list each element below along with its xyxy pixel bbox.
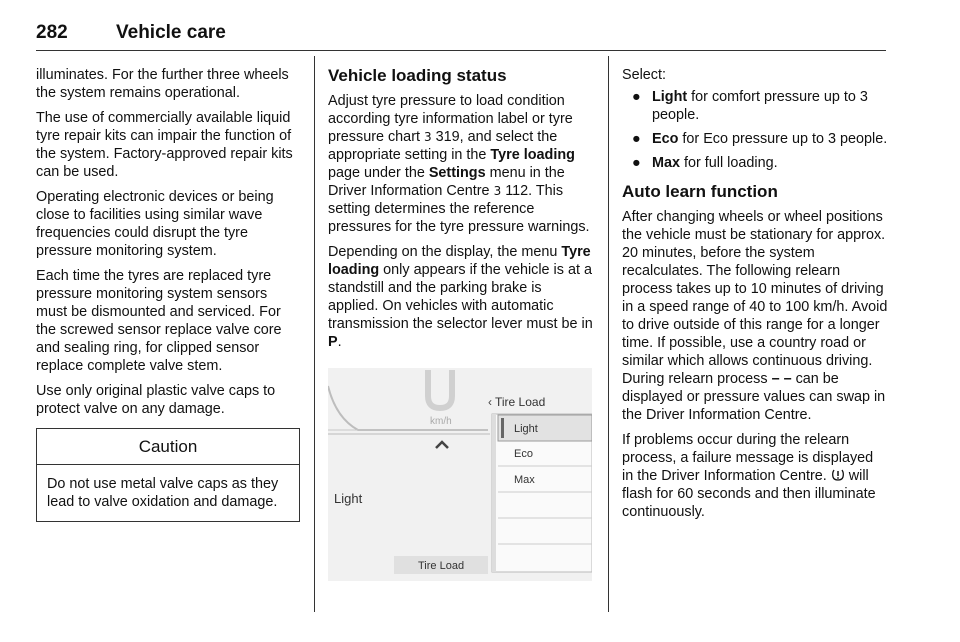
tire-load-display-illustration (328, 368, 592, 581)
paragraph: illuminates. For the further three wheels the system remains operational. (36, 67, 289, 101)
paragraph: The use of commercially available liquid tyre repair kits can impair the function of the system. Factory-approved repair kits can be used. (36, 110, 293, 180)
paragraph (622, 208, 888, 424)
paragraph (328, 243, 594, 351)
text-run: menu in the Driver Information Centre (328, 165, 565, 199)
page-header (36, 22, 886, 51)
text-run: page under the (328, 165, 429, 181)
column-divider (608, 56, 609, 612)
column-middle (328, 66, 594, 586)
page-number: 282 (36, 22, 68, 43)
caution-box (36, 428, 300, 522)
paragraph: Each time the tyres are replaced tyre pressure monitoring system sensors must be dismounted and serviced. For the screwed sensor replace valve core and sealing ring, for clipped sensor replace complete valve stem. (36, 268, 282, 374)
bullet-list (622, 88, 888, 172)
page-title: Vehicle care (116, 22, 226, 43)
option-term: Max (652, 155, 680, 171)
speed-unit: km/h (430, 416, 452, 427)
page-ref-arrow-icon: 3 (423, 130, 432, 144)
paragraph (328, 92, 594, 236)
select-label: Select: (622, 67, 666, 83)
dash-symbol: – – (771, 371, 792, 387)
text-run: 319, and select the appropriate setting in the (328, 129, 558, 163)
menu-item-eco: Eco (514, 448, 533, 460)
column-left (36, 66, 300, 522)
menu-term: Tyre loading (490, 147, 575, 163)
page-ref-arrow-icon: 3 (493, 184, 502, 198)
caution-title: Caution (37, 429, 299, 465)
paragraph: Use only original plastic valve caps to protect valve on any damage. (36, 383, 276, 417)
back-arrow-icon: ‹ (488, 395, 492, 409)
list-item (622, 88, 888, 124)
paragraph (622, 431, 888, 521)
section-heading: Auto learn function (622, 182, 778, 201)
text-run: for full loading. (680, 155, 778, 171)
menu-item-max: Max (514, 474, 535, 486)
caution-text: Do not use metal valve caps as they lead to valve oxidation and damage. (47, 476, 279, 510)
menu-back-label: Tire Load (495, 395, 546, 409)
menu-item-light: Light (514, 423, 538, 435)
menu-term: Settings (428, 165, 486, 181)
text-run: If problems occur during the relearn process, a failure message is displayed in the Driver Information Centre. (622, 432, 874, 484)
list-item (622, 130, 888, 148)
text-run: . (337, 334, 342, 350)
text-run: for comfort pressure up to 3 people. (652, 89, 868, 123)
text-run: for Eco pressure up to 3 people. (678, 131, 888, 147)
list-item (622, 154, 888, 172)
text-run: Depending on the display, the menu (328, 244, 562, 260)
footer-label: Tire Load (418, 560, 465, 572)
menu-term: Tyre loading (328, 244, 591, 278)
menu-term: P (328, 334, 338, 350)
menu-item-selected (498, 415, 592, 441)
option-term: Eco (652, 131, 679, 147)
text-run: 112. This setting determines the reference pressures for the tyre pressure warnings. (328, 183, 590, 235)
current-load-label: Light (334, 491, 363, 506)
text-run: After changing wheels or wheel positions the vehicle must be stationary for approx. 20 minutes, before the system recalculates. The following relearn process takes up to 10 minutes of driving in a speed range of 40 to 100 km/h. Avoid to drive outside of this range for a longer time. If possible, use a country road or similar which allows continuous driving. During relearn process (622, 209, 888, 387)
bullet-icon: ● (632, 155, 641, 171)
tyre-pressure-warning-icon (831, 468, 845, 482)
column-divider (314, 56, 315, 612)
column-right (622, 66, 888, 528)
text-run: can be displayed or pressure values can swap in the Driver Information Centre. (622, 371, 886, 423)
text-run: only appears if the vehicle is at a standstill and the parking brake is applied. On vehicles with automatic transmission the selector lever must be in (328, 262, 593, 332)
section-heading: Vehicle loading status (328, 66, 507, 85)
paragraph: Operating electronic devices or being close to facilities using similar wave frequencies could disrupt the tyre pressure monitoring system. (36, 189, 274, 259)
text-run: Adjust tyre pressure to load condition according tyre information label or tyre pressure chart (328, 93, 573, 145)
option-term: Light (652, 89, 688, 105)
bullet-icon: ● (632, 131, 641, 147)
text-run: will flash for 60 seconds and then illuminate continuously. (622, 468, 876, 520)
bullet-icon: ● (632, 89, 641, 105)
